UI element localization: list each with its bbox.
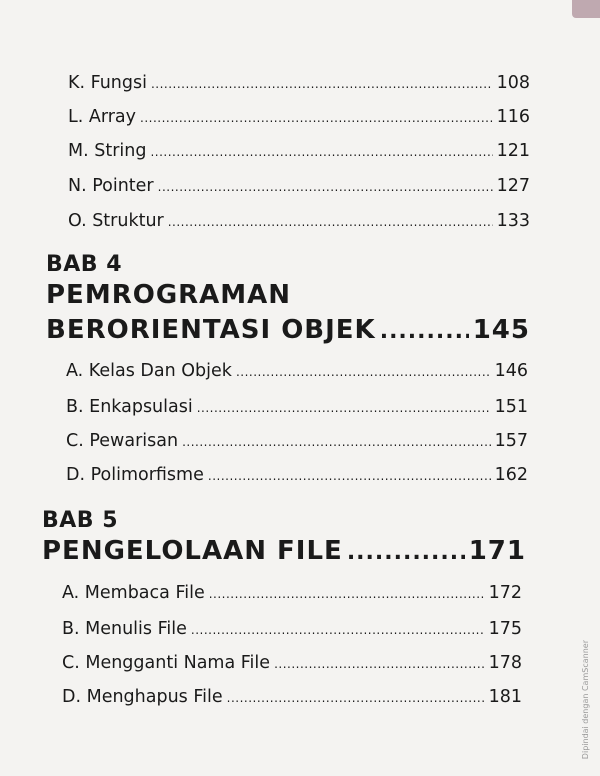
toc-entry[interactable] — [66, 464, 528, 487]
toc-entry[interactable] — [62, 686, 522, 709]
chapter-page: 171 — [468, 536, 526, 566]
toc-entry-label: L. Array — [68, 107, 137, 127]
toc-entry[interactable] — [66, 396, 528, 419]
leader-dots — [380, 319, 469, 344]
toc-entry-page: 127 — [496, 176, 530, 196]
toc-entry[interactable] — [66, 430, 528, 453]
leader-dots — [182, 431, 491, 453]
toc-entry[interactable] — [62, 618, 522, 641]
toc-entry-label: A. Kelas Dan Objek — [66, 361, 232, 381]
toc-entry-label: C. Pewarisan — [66, 431, 179, 451]
toc-entry[interactable] — [68, 106, 530, 129]
leader-dots — [191, 619, 485, 641]
leader-dots — [197, 397, 491, 419]
chapter-title: BERORIENTASI OBJEK — [46, 315, 376, 345]
toc-entry-page: 151 — [494, 397, 528, 417]
chapter-title: PEMROGRAMAN — [46, 280, 292, 310]
toc-entry[interactable] — [62, 582, 522, 605]
chapter-page: 145 — [472, 315, 530, 345]
toc-entry-label: B. Enkapsulasi — [66, 397, 193, 417]
toc-entry-page: 162 — [494, 465, 528, 485]
chapter-title-row[interactable] — [42, 536, 526, 566]
chapter-label: BAB 4 — [46, 252, 123, 277]
toc-entry-page: 133 — [496, 211, 530, 231]
toc-entry-label: O. Struktur — [68, 211, 164, 231]
toc-entry[interactable] — [68, 140, 530, 163]
toc-entry-label: C. Mengganti Nama File — [62, 653, 271, 673]
leader-dots — [236, 361, 491, 383]
toc-entry-label: D. Menghapus File — [62, 687, 223, 707]
toc-entry-page: 121 — [496, 141, 530, 161]
leader-dots — [208, 465, 491, 487]
toc-entry[interactable] — [62, 652, 522, 675]
chapter-title-row[interactable] — [46, 315, 530, 345]
toc-entry-page: 181 — [488, 687, 522, 707]
toc-entry-page: 146 — [494, 361, 528, 381]
leader-dots — [151, 73, 493, 95]
leader-dots — [227, 687, 485, 709]
leader-dots — [347, 540, 465, 565]
toc-entry-page: 108 — [496, 73, 530, 93]
toc-entry-label: M. String — [68, 141, 147, 161]
toc-entry-page: 116 — [496, 107, 530, 127]
chapter-title: PENGELOLAAN FILE — [42, 536, 343, 566]
toc-entry[interactable] — [68, 210, 530, 233]
toc-entry-page: 178 — [488, 653, 522, 673]
toc-entry-page: 175 — [488, 619, 522, 639]
chapter-label: BAB 5 — [42, 508, 119, 533]
toc-entry[interactable] — [68, 175, 530, 198]
leader-dots — [274, 653, 485, 675]
toc-entry[interactable] — [68, 72, 530, 95]
leader-dots — [209, 583, 485, 605]
toc-entry-label: K. Fungsi — [68, 73, 147, 93]
toc-entry[interactable] — [66, 360, 528, 383]
toc-entry-page: 157 — [494, 431, 528, 451]
toc-entry-label: A. Membaca File — [62, 583, 205, 603]
toc-entry-page: 172 — [488, 583, 522, 603]
toc-entry-label: D. Polimorfisme — [66, 465, 204, 485]
scanner-watermark: Dipindai dengan CamScanner — [581, 640, 590, 760]
page-corner-tab — [572, 0, 600, 18]
leader-dots — [150, 141, 492, 163]
toc-entry-label: N. Pointer — [68, 176, 154, 196]
leader-dots — [140, 107, 493, 129]
leader-dots — [168, 211, 493, 233]
leader-dots — [158, 176, 493, 198]
toc-entry-label: B. Menulis File — [62, 619, 187, 639]
